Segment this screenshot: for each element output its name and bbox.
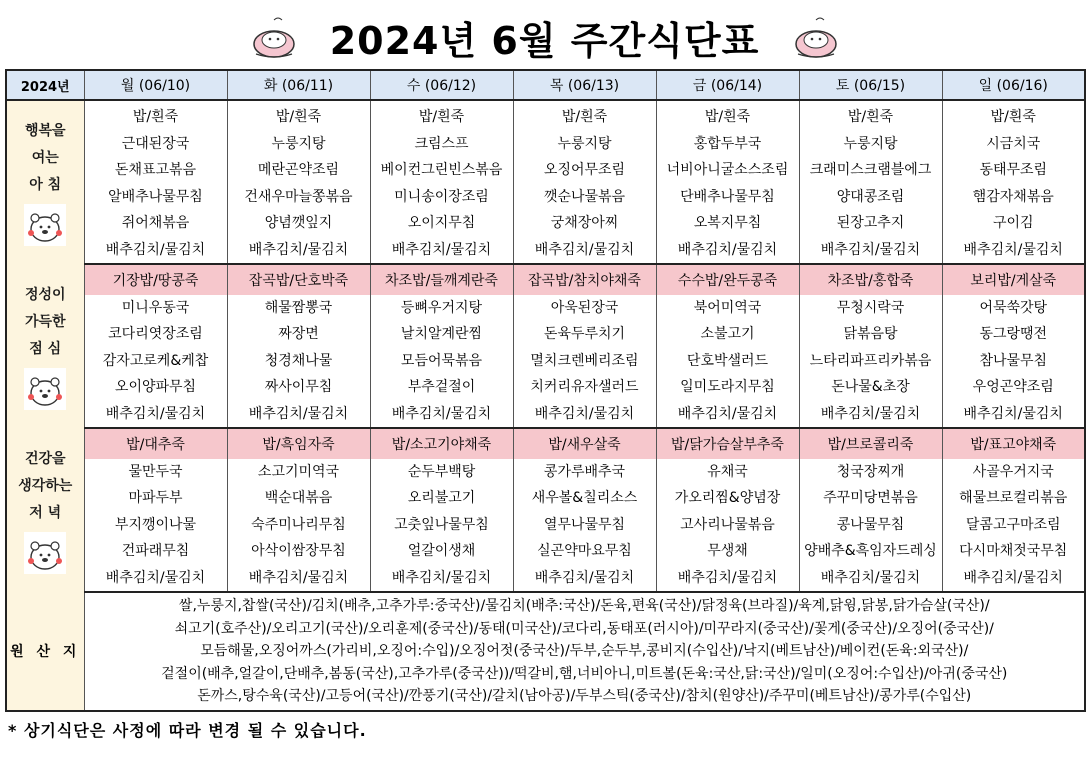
menu-item: 밥/흑임자죽: [227, 428, 370, 459]
dinner-row: [6, 428, 1085, 459]
meal-label-line: 저 녁: [29, 504, 62, 521]
meal-label-line: 생각하는: [18, 477, 73, 494]
day-header-tue: 화 (06/11): [227, 70, 370, 100]
menu-item: 베이컨그린빈스볶음: [370, 157, 513, 184]
menu-item: 오리불고기: [370, 485, 513, 512]
day-header-sun: 일 (06/16): [942, 70, 1085, 100]
lunch-row: [6, 348, 1085, 375]
menu-item: 잡곡밥/참치야채죽: [513, 264, 656, 295]
menu-item: 배추김치/물김치: [513, 401, 656, 429]
menu-item: 참나물무침: [942, 348, 1085, 375]
menu-item: 밥/흰죽: [513, 100, 656, 131]
lunch-row: [6, 264, 1085, 295]
menu-item: 사골우거지국: [942, 459, 1085, 486]
menu-item: 밥/대추죽: [84, 428, 227, 459]
meal-label-line: 행복을: [24, 123, 66, 139]
menu-item: 돈육두루치기: [513, 321, 656, 348]
menu-item: 배추김치/물김치: [370, 565, 513, 593]
menu-item: 얼갈이생채: [370, 538, 513, 565]
menu-item: 밥/흰죽: [370, 100, 513, 131]
menu-item: 배추김치/물김치: [656, 401, 799, 429]
menu-item: 배추김치/물김치: [656, 565, 799, 593]
menu-item: 양대콩조림: [799, 184, 942, 211]
dinner-row: [6, 485, 1085, 512]
menu-item: 동그랑땡전: [942, 321, 1085, 348]
lunch-row: [6, 401, 1085, 429]
menu-item: 보리밥/게살죽: [942, 264, 1085, 295]
menu-item: 북어미역국: [656, 295, 799, 322]
menu-item: 깻순나물볶음: [513, 184, 656, 211]
day-header-wed: 수 (06/12): [370, 70, 513, 100]
menu-item: 느타리파프리카볶음: [799, 348, 942, 375]
menu-item: 너비아니굴소스조림: [656, 157, 799, 184]
menu-item: 배추김치/물김치: [84, 565, 227, 593]
bear-icon: [23, 203, 67, 247]
mascot-icon: [786, 10, 846, 62]
origin-text: [84, 592, 1085, 711]
menu-item: 미니송이장조림: [370, 184, 513, 211]
origin-line: 쇠고기(호주산)/오리고기(국산)/오리훈제(중국산)/동태(미국산)/코다리,동태포(러시아)/미꾸라지(중국산)/꽃게(중국산)/오징어(중국산)/: [174, 620, 994, 637]
menu-item: 닭볶음탕: [799, 321, 942, 348]
menu-item: 배추김치/물김치: [799, 565, 942, 593]
menu-item: 달콤고구마조림: [942, 512, 1085, 539]
menu-item: 물만두국: [84, 459, 227, 486]
menu-item: 짜장면: [227, 321, 370, 348]
weekly-menu-table: [5, 69, 1086, 712]
lunch-row: [6, 374, 1085, 401]
menu-item: 누룽지탕: [799, 131, 942, 158]
breakfast-row: [6, 210, 1085, 237]
menu-item: 밥/흰죽: [656, 100, 799, 131]
breakfast-row: [6, 100, 1085, 131]
menu-item: 어묵쑥갓탕: [942, 295, 1085, 322]
menu-item: 양배추&흑임자드레싱: [799, 538, 942, 565]
origin-line: 겉절이(배추,얼갈이,단배추,봄동(국산),고추가루(중국산))/떡갈비,햄,너비아니,미트볼(돈육:국산,닭:국산)/일미(오징어:수입산)/아귀(중국산): [161, 665, 1008, 682]
menu-item: 열무나물무침: [513, 512, 656, 539]
day-header-thu: 목 (06/13): [513, 70, 656, 100]
menu-item: 치커리유자샐러드: [513, 374, 656, 401]
day-header-mon: 월 (06/10): [84, 70, 227, 100]
dinner-row: [6, 538, 1085, 565]
lunch-label: [6, 264, 84, 428]
menu-item: 유채국: [656, 459, 799, 486]
menu-item: 감자고로케&케찹: [84, 348, 227, 375]
menu-item: 코다리엿장조림: [84, 321, 227, 348]
menu-item: 알배추나물무침: [84, 184, 227, 211]
day-header-sat: 토 (06/15): [799, 70, 942, 100]
menu-item: 차조밥/들깨계란죽: [370, 264, 513, 295]
menu-item: 근대된장국: [84, 131, 227, 158]
menu-item: 돈채표고볶음: [84, 157, 227, 184]
page-header: [0, 0, 1089, 68]
menu-item: 아삭이쌈장무침: [227, 538, 370, 565]
menu-item: 햄감자채볶음: [942, 184, 1085, 211]
menu-item: 배추김치/물김치: [370, 401, 513, 429]
menu-item: 누룽지탕: [513, 131, 656, 158]
menu-item: 배추김치/물김치: [942, 401, 1085, 429]
menu-item: 오이지무침: [370, 210, 513, 237]
dinner-row: [6, 459, 1085, 486]
menu-item: 날치알계란찜: [370, 321, 513, 348]
menu-item: 청경채나물: [227, 348, 370, 375]
menu-item: 누룽지탕: [227, 131, 370, 158]
menu-item: 주꾸미당면볶음: [799, 485, 942, 512]
menu-item: 메란곤약조림: [227, 157, 370, 184]
menu-item: 아욱된장국: [513, 295, 656, 322]
menu-item: 콩나물무침: [799, 512, 942, 539]
origin-line: 모듬해물,오징어까스(가리비,오징어:수입)/오징어젓(중국산)/두부,순두부,콩비지(수입산)/낙지(베트남산)/베이컨(돈육:외국산)/: [200, 643, 969, 660]
menu-item: 단배추나물무침: [656, 184, 799, 211]
origin-row: [6, 592, 1085, 711]
menu-item: 구이김: [942, 210, 1085, 237]
menu-item: 모듬어묵볶음: [370, 348, 513, 375]
menu-item: 밥/닭가슴살부추죽: [656, 428, 799, 459]
menu-item: 무생채: [656, 538, 799, 565]
meal-label-line: 건강을: [24, 450, 66, 467]
menu-item: 밥/표고야채죽: [942, 428, 1085, 459]
breakfast-row: [6, 184, 1085, 211]
menu-item: 밥/흰죽: [799, 100, 942, 131]
menu-item: 배추김치/물김치: [84, 401, 227, 429]
menu-item: 멸치크렌베리조림: [513, 348, 656, 375]
menu-item: 배추김치/물김치: [513, 237, 656, 265]
menu-item: 실곤약마요무침: [513, 538, 656, 565]
menu-item: 홍합두부국: [656, 131, 799, 158]
menu-item: 배추김치/물김치: [799, 401, 942, 429]
menu-item: 배추김치/물김치: [370, 237, 513, 265]
menu-item: 기장밥/땅콩죽: [84, 264, 227, 295]
menu-item: 크림스프: [370, 131, 513, 158]
menu-item: 쥐어채볶음: [84, 210, 227, 237]
menu-item: 시금치국: [942, 131, 1085, 158]
menu-item: 고사리나물볶음: [656, 512, 799, 539]
menu-item: 우엉곤약조림: [942, 374, 1085, 401]
menu-item: 배추김치/물김치: [513, 565, 656, 593]
year-header: 2024년: [6, 70, 84, 100]
menu-item: 청국장찌개: [799, 459, 942, 486]
menu-item: 밥/새우살죽: [513, 428, 656, 459]
bear-icon: [23, 531, 67, 575]
menu-item: 돈나물&초장: [799, 374, 942, 401]
menu-item: 차조밥/홍합죽: [799, 264, 942, 295]
bear-icon: [23, 367, 67, 411]
menu-item: 배추김치/물김치: [227, 237, 370, 265]
breakfast-row: [6, 157, 1085, 184]
menu-item: 순두부백탕: [370, 459, 513, 486]
menu-item: 부지깽이나물: [84, 512, 227, 539]
menu-item: 수수밥/완두콩죽: [656, 264, 799, 295]
menu-item: 궁채장아찌: [513, 210, 656, 237]
lunch-row: [6, 295, 1085, 322]
meal-label-line: 아 침: [29, 177, 62, 193]
menu-item: 짜사이무침: [227, 374, 370, 401]
footnote: * 상기식단은 사정에 따라 변경 될 수 있습니다.: [8, 721, 367, 740]
menu-item: 단호박샐러드: [656, 348, 799, 375]
meal-label-line: 점 심: [29, 340, 62, 357]
menu-item: 배추김치/물김치: [227, 401, 370, 429]
menu-item: 해물브로컬리볶음: [942, 485, 1085, 512]
menu-item: 양념깻잎지: [227, 210, 370, 237]
menu-item: 배추김치/물김치: [942, 237, 1085, 265]
meal-label-line: 정성이: [24, 286, 66, 303]
menu-item: 숙주미나리무침: [227, 512, 370, 539]
menu-item: 무청시락국: [799, 295, 942, 322]
page-title: 2024년 6월 주간식단표: [329, 19, 760, 63]
menu-item: 새우볼&칠리소스: [513, 485, 656, 512]
menu-item: 오이양파무침: [84, 374, 227, 401]
menu-item: 소불고기: [656, 321, 799, 348]
menu-item: 오징어무조림: [513, 157, 656, 184]
meal-label-line: 가득한: [24, 313, 66, 330]
day-header-fri: 금 (06/14): [656, 70, 799, 100]
dinner-row: [6, 565, 1085, 593]
header-row: [6, 70, 1085, 100]
menu-item: 배추김치/물김치: [799, 237, 942, 265]
menu-item: 건파래무침: [84, 538, 227, 565]
menu-item: 등뼈우거지탕: [370, 295, 513, 322]
menu-item: 잡곡밥/단호박죽: [227, 264, 370, 295]
menu-item: 오복지무침: [656, 210, 799, 237]
menu-item: 가오리찜&양념장: [656, 485, 799, 512]
menu-item: 배추김치/물김치: [84, 237, 227, 265]
menu-item: 배추김치/물김치: [227, 565, 370, 593]
menu-item: 마파두부: [84, 485, 227, 512]
menu-item: 건새우마늘쫑볶음: [227, 184, 370, 211]
origin-line: 쌀,누룽지,찹쌀(국산)/김치(배추,고추가루:중국산)/물김치(배추:국산)/돈육,편육(국산)/닭정육(브라질)/육계,닭윙,닭봉,닭가슴살(국산)/: [178, 598, 990, 615]
breakfast-label: [6, 100, 84, 264]
menu-item: 소고기미역국: [227, 459, 370, 486]
breakfast-row: [6, 237, 1085, 265]
menu-item: 부추겉절이: [370, 374, 513, 401]
dinner-label: [6, 428, 84, 592]
menu-item: 밥/흰죽: [942, 100, 1085, 131]
meal-label-line: 여는: [31, 150, 59, 166]
dinner-row: [6, 512, 1085, 539]
menu-item: 크래미스크램블에그: [799, 157, 942, 184]
menu-item: 밥/흰죽: [84, 100, 227, 131]
menu-item: 배추김치/물김치: [656, 237, 799, 265]
menu-item: 미니우동국: [84, 295, 227, 322]
menu-item: 배추김치/물김치: [942, 565, 1085, 593]
breakfast-row: [6, 131, 1085, 158]
menu-item: 동태무조림: [942, 157, 1085, 184]
menu-item: 된장고추지: [799, 210, 942, 237]
menu-item: 일미도라지무침: [656, 374, 799, 401]
menu-item: 백순대볶음: [227, 485, 370, 512]
menu-item: 고춧잎나물무침: [370, 512, 513, 539]
menu-item: 밥/소고기야채죽: [370, 428, 513, 459]
origin-label: 원 산 지: [6, 592, 84, 711]
menu-item: 밥/흰죽: [227, 100, 370, 131]
menu-item: 다시마채젓국무침: [942, 538, 1085, 565]
origin-line: 돈까스,탕수육(국산)/고등어(국산)/깐풍기(국산)/갈치(남아공)/두부스틱(중국산)/참치(원양산)/주꾸미(베트남산)/콩가루(수입산): [197, 688, 972, 705]
menu-item: 밥/브로콜리죽: [799, 428, 942, 459]
lunch-row: [6, 321, 1085, 348]
menu-item: 콩가루배추국: [513, 459, 656, 486]
menu-item: 해물짬뽕국: [227, 295, 370, 322]
